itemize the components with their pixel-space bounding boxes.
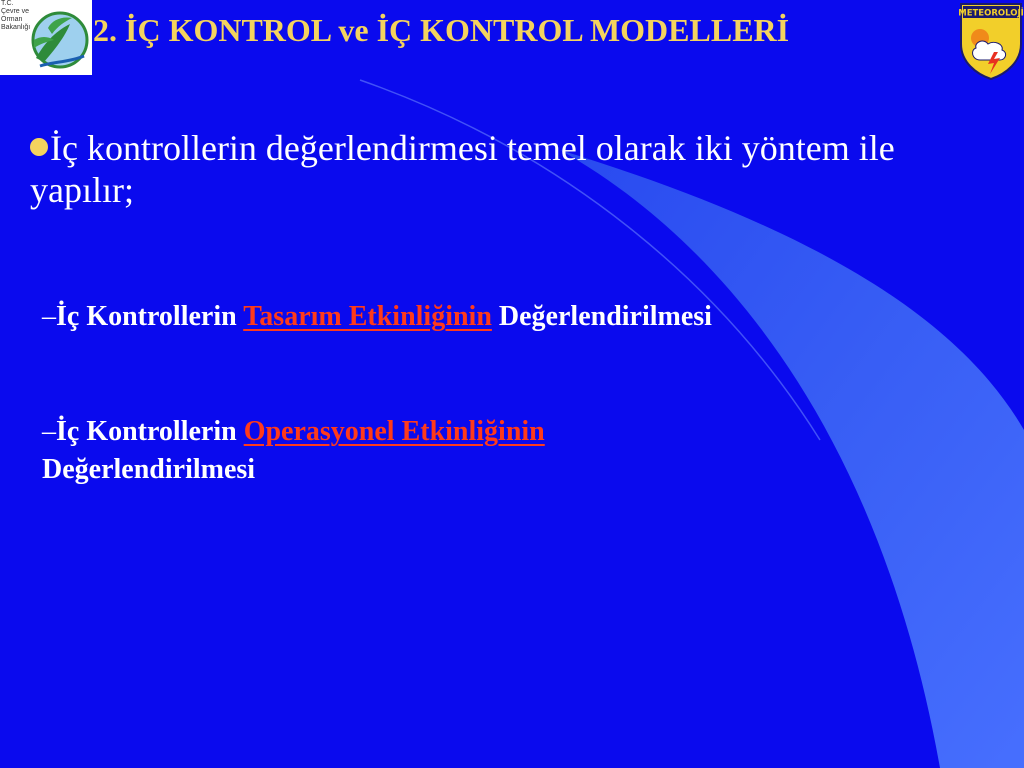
slide-title: 2. İÇ KONTROL ve İÇ KONTROL MODELLERİ xyxy=(93,12,790,48)
sub-item-prefix: İç Kontrollerin xyxy=(56,416,244,447)
dash-marker: – xyxy=(42,416,56,447)
ministry-logo-line: Bakanlığı xyxy=(1,24,31,31)
sub-item-prefix: İç Kontrollerin xyxy=(56,301,244,332)
sub-item-operational-effectiveness xyxy=(42,413,942,489)
operational-effectiveness-link[interactable]: Operasyonel Etkinliğinin xyxy=(243,416,545,447)
design-effectiveness-link[interactable]: Tasarım Etkinliğinin xyxy=(243,301,492,332)
meteorology-logo xyxy=(958,0,1024,80)
ministry-logo-line: Çevre ve Orman xyxy=(1,8,30,23)
ministry-emblem-icon xyxy=(0,0,92,75)
sub-item-suffix: Değerlendirilmesi xyxy=(491,301,712,332)
main-bullet xyxy=(30,127,960,211)
ministry-logo xyxy=(0,0,92,75)
sub-item-suffix: Değerlendirilmesi xyxy=(42,454,256,485)
bullet-dot-icon xyxy=(30,138,48,156)
main-bullet-text: İç kontrollerin değerlendirmesi temel olarak iki yöntem ile yapılır; xyxy=(30,128,895,210)
sub-item-design-effectiveness xyxy=(42,298,1012,336)
ministry-logo-line: T.C. xyxy=(1,0,14,7)
dash-marker: – xyxy=(42,301,56,332)
meteorology-logo-text: METEOROLOJİ xyxy=(958,8,1024,19)
